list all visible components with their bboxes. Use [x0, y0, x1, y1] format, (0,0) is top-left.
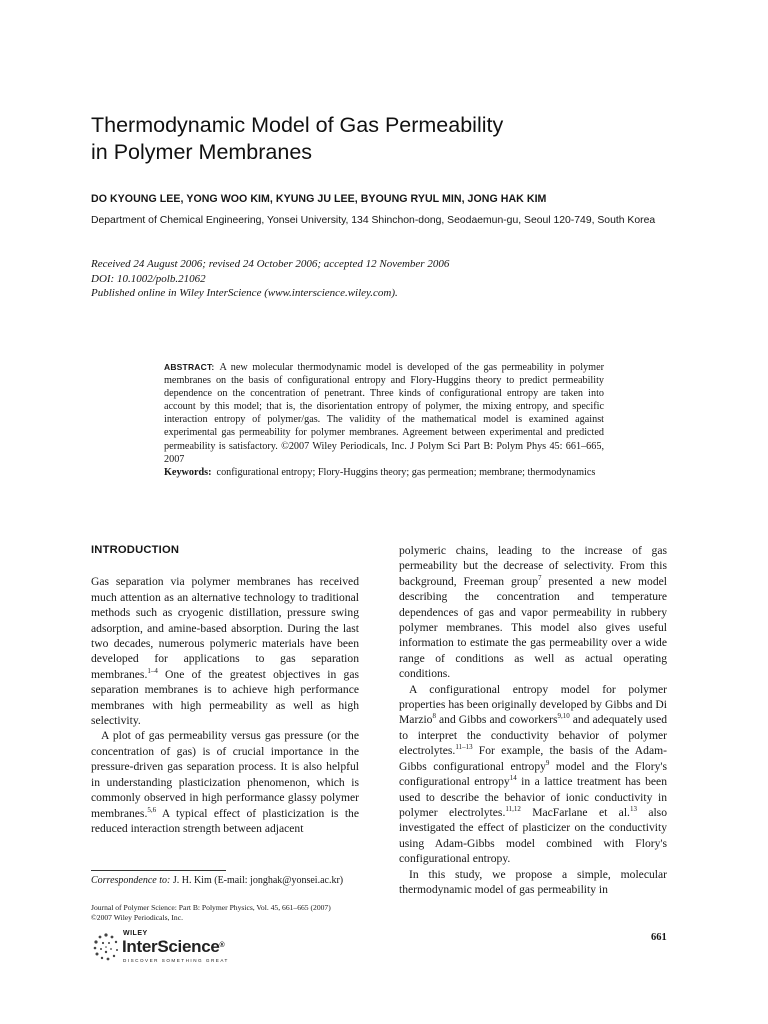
left-column: [91, 543, 359, 836]
author-list: DO KYOUNG LEE, YONG WOO KIM, KYUNG JU LEE, BYOUNG RYUL MIN, JONG HAK KIM: [91, 193, 547, 205]
abstract-text: A new molecular thermodynamic model is developed of the gas permeability in polymer membranes on the basis of configurational entropy and Flory-Huggins theory to predict permeability dependence on the concentration of penetrant. Three kinds of configurational entropy are taken into account by this model; that is, the disorientation entropy of polymer, the mixing entropy, and specific interaction entropy of polymer/gas. The validity of the mathematical model is examined against experimental gas permeability for polymer membranes. Agreement between experimental and predicted permeability is satisfactory. ©2007 Wiley Periodicals, Inc. J Polym Sci Part B: Polym Phys 45: 661–665, 2007: [164, 362, 604, 465]
correspondence-text: J. H. Kim (E-mail: jonghak@yonsei.ac.kr): [172, 875, 344, 886]
affiliation: Department of Chemical Engineering, Yonsei University, 134 Shinchon-dong, Seodaemun-gu, Seoul 120-749, South Korea: [91, 215, 656, 226]
interscience-dots-icon: [91, 932, 121, 962]
copyright: ©2007 Wiley Periodicals, Inc.: [91, 912, 183, 922]
title-line-2: in Polymer Membranes: [91, 140, 313, 164]
paragraph: A configurational entropy model for polymer properties has been originally developed by Gibbs and Di Marzio$^8$ and Gibbs and coworkers$^{9,10}$ and adequately used to interpret the conductivity behavior of polymer electrolytes.$^{11-13}$ For example, the basis of the Adam-Gibbs configurational entropy$^9$ model and the Flory's configurational entropy$^{14}$ in a lattice treatment has been used to describe the behavior of ionic conductivity in polymer electrolytes.$^{11,12}$ MacFarlane et al.$^{13}$ also investigated the effect of plasticizer on the conductivity using Adam-Gibbs model combined with Flory's configurational entropy.: [399, 682, 668, 866]
article-title: [91, 112, 691, 166]
journal-info: [91, 903, 391, 922]
wiley-wordmark: WILEY: [123, 930, 148, 937]
doi: DOI: 10.1002/polb.21062: [91, 272, 206, 285]
abstract-label: ABSTRACT:: [164, 362, 215, 372]
footnote-rule: [91, 870, 226, 871]
abstract: [164, 361, 604, 479]
page-number: 661: [651, 932, 667, 943]
right-column: [399, 543, 667, 897]
article-history: [91, 257, 449, 301]
interscience-logo: [91, 930, 251, 966]
published-online: Published online in Wiley InterScience (www.interscience.wiley.com).: [91, 287, 398, 299]
correspondence-note: [91, 875, 359, 888]
received-dates: Received 24 August 2006; revised 24 October 2006; accepted 12 November 2006: [91, 258, 450, 270]
paragraph: Gas separation via polymer membranes has received much attention as an alternative technology to traditional methods such as cryogenic distillation, pressure swing adsorption, and amine-based absorption. During the last two decades, numerous polymeric materials have been developed for applications to gas separation membranes.$^{1-4}$ One of the greatest objectives in gas separation membranes is to achieve high performance membranes with high permeability as well as high selectivity.: [91, 575, 359, 728]
paragraph: polymeric chains, leading to the increase of gas permeability but the decrease of selectivity. From this background, Freeman group$^7$ presented a new model describing the concentration and temperature dependences of gas and vapor permeability in rubbery polymer membranes. This model also gives useful information to estimate the gas permeability over a wide range of conditions as well as actual operating conditions.: [399, 544, 667, 681]
keywords-text: configurational entropy; Flory-Huggins theory; gas permeation; membrane; thermodynamics: [216, 466, 596, 478]
logo-tagline: DISCOVER SOMETHING GREAT: [123, 958, 229, 963]
section-heading-introduction: INTRODUCTION: [91, 544, 180, 556]
paragraph: In this study, we propose a simple, molecular thermodynamic model of gas permeability in: [399, 867, 667, 896]
journal-citation: Journal of Polymer Science: Part B: Polymer Physics, Vol. 45, 661–665 (2007): [91, 903, 331, 912]
title-line-1: Thermodynamic Model of Gas Permeability: [91, 113, 504, 137]
paragraph: A plot of gas permeability versus gas pressure (or the concentration of gas) is of crucial importance in the pressure-driven gas separation process. It is also helpful in understanding plasticization phenomenon, which is commonly observed in high performance glassy polymer membranes.$^{5,6}$ A typical effect of plasticization is the reduced interaction strength between adjacent: [91, 729, 359, 835]
keywords-label: Keywords:: [164, 466, 212, 478]
correspondence-label: Correspondence to:: [91, 875, 171, 886]
interscience-wordmark: InterScience®: [122, 937, 225, 956]
